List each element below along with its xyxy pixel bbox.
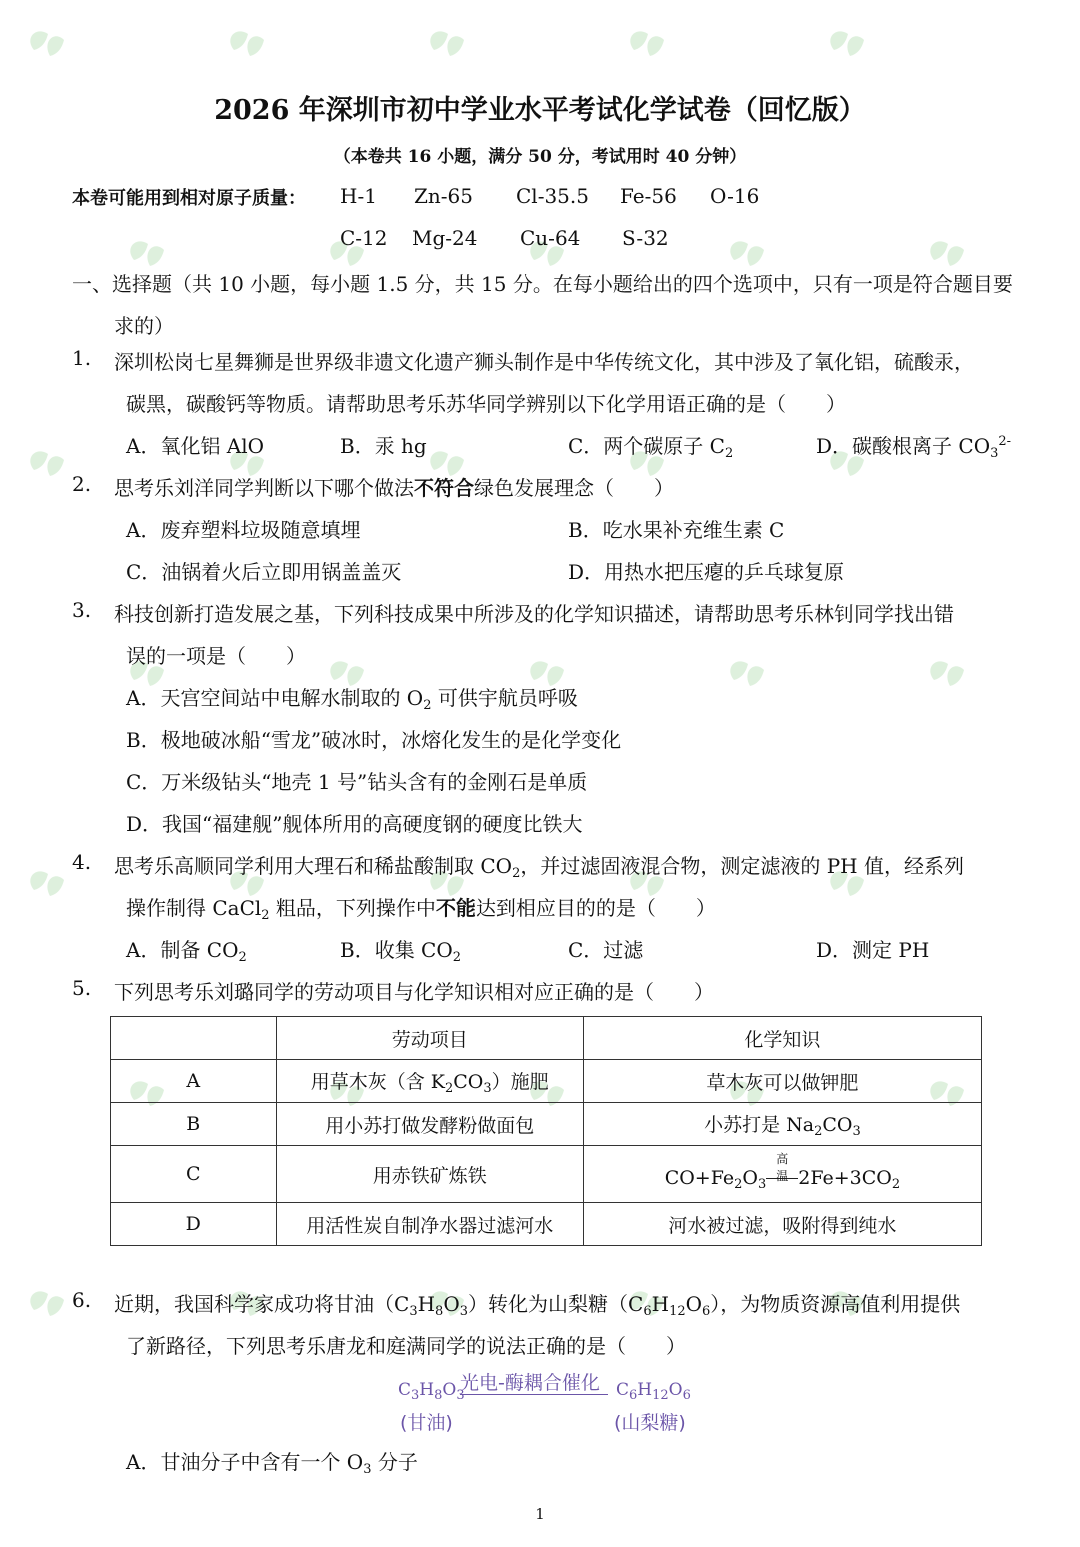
atomic-mass-c: C-12 bbox=[340, 226, 388, 250]
q3-option-b: B．极地破冰船“雪龙”破冰时，冰熔化发生的是化学变化 bbox=[126, 728, 622, 752]
leaf-watermark-icon bbox=[20, 20, 90, 90]
labor-project: 用赤铁矿炼铁 bbox=[276, 1146, 583, 1203]
q3-stem-line2: 误的一项是（ ） bbox=[126, 644, 306, 668]
atomic-mass-h: H-1 bbox=[340, 184, 377, 208]
product-name: (山梨糖) bbox=[614, 1412, 686, 1434]
leaf-watermark-icon bbox=[620, 20, 690, 90]
q4-number: 4. bbox=[72, 850, 92, 874]
table-row bbox=[111, 1103, 982, 1146]
atomic-mass-o: O-16 bbox=[710, 184, 760, 208]
row-label: A bbox=[111, 1060, 277, 1103]
q5-stem: 下列思考乐刘璐同学的劳动项目与化学知识相对应正确的是（ ） bbox=[114, 980, 714, 1004]
q2-option-a: A．废弃塑料垃圾随意填埋 bbox=[126, 518, 361, 542]
q2-option-d: D．用热水把压瘪的乒乓球复原 bbox=[568, 560, 845, 584]
q6-stem-line1: 近期，我国科学家成功将甘油$(C_3H_8O_3)$转化为山梨糖$(C_6H_{12}O_6)$，为物质资源高值利用提供 bbox=[114, 1292, 961, 1319]
leaf-watermark-icon bbox=[920, 650, 990, 720]
q3-option-a: A．天宫空间站中电解水制取的 $O_2$ 可供宇航员呼吸 bbox=[126, 686, 578, 713]
reaction-arrow bbox=[460, 1394, 608, 1395]
q4-option-c: C．过滤 bbox=[568, 938, 644, 962]
atomic-mass-mg: Mg-24 bbox=[412, 226, 478, 250]
q1-option-d: D．碳酸根离子 $CO_3^{2-}$ bbox=[816, 434, 1012, 461]
section1-heading-line1: 一、选择题（共 10 小题，每小题 1.5 分，共 15 分。在每小题给出的四个选项中，只有一项是符合题目要 bbox=[72, 272, 1013, 296]
q4-stem-line2: 操作制得 CaCl$_2$ 粗品，下列操作中不能达到相应目的的是（ ） bbox=[126, 896, 716, 923]
atomic-mass-zn: Zn-65 bbox=[414, 184, 473, 208]
q2-stem: 思考乐刘洋同学判断以下哪个做法不符合绿色发展理念（ ） bbox=[114, 476, 674, 500]
reactant-formula: $C_3H_8O_3$ bbox=[398, 1380, 465, 1403]
atomic-mass-label: 本卷可能用到相对原子质量： bbox=[72, 188, 306, 209]
product-formula: $C_6H_{12}O_6$ bbox=[616, 1380, 691, 1403]
q3-stem-line1: 科技创新打造发展之基，下列科技成果中所涉及的化学知识描述，请帮助思考乐林钊同学找出错 bbox=[114, 602, 954, 626]
labor-project: 用草木灰（含 $K_2CO_3$）施肥 bbox=[276, 1060, 583, 1103]
labor-project: 用活性炭自制净水器过滤河水 bbox=[276, 1203, 583, 1246]
q6-number: 6. bbox=[72, 1288, 92, 1312]
section1-heading-line2: 求的） bbox=[114, 314, 174, 338]
leaf-watermark-icon bbox=[220, 20, 290, 90]
reaction-diagram bbox=[398, 1368, 708, 1438]
table-header-cell: 化学知识 bbox=[583, 1017, 981, 1060]
atomic-mass-fe: Fe-56 bbox=[620, 184, 677, 208]
q1-number: 1. bbox=[72, 346, 92, 370]
q1-stem-line1: 深圳松岗七星舞狮是世界级非遗文化遗产狮头制作是中华传统文化，其中涉及了氧化铝，硫酸汞， bbox=[114, 350, 974, 374]
table-row bbox=[111, 1146, 982, 1203]
q4-option-a: A．制备 $CO_2$ bbox=[126, 938, 247, 965]
reaction-condition: 高温 bbox=[766, 1167, 798, 1189]
q2-option-c: C．油锅着火后立即用锅盖盖灭 bbox=[126, 560, 402, 584]
page-subtitle: （本卷共 16 小题，满分 50 分，考试用时 40 分钟） bbox=[333, 147, 747, 167]
q3-number: 3. bbox=[72, 598, 92, 622]
q1-stem-line2: 碳黑，碳酸钙等物质。请帮助思考乐苏华同学辨别以下化学用语正确的是（ ） bbox=[126, 392, 846, 416]
q5-table bbox=[110, 1016, 982, 1246]
q2-option-b: B．吃水果补充维生素 C bbox=[568, 518, 785, 542]
leaf-watermark-icon bbox=[720, 650, 790, 720]
atomic-mass-s: S-32 bbox=[622, 226, 669, 250]
chemical-equation: $CO+Fe_2O_3$ 高温 $2Fe+3CO_2$ bbox=[583, 1146, 981, 1203]
leaf-watermark-icon bbox=[420, 20, 490, 90]
reactant-name: (甘油) bbox=[400, 1412, 453, 1434]
q2-number: 2. bbox=[72, 472, 92, 496]
page-number: 1 bbox=[535, 1505, 545, 1523]
labor-project: 用小苏打做发酵粉做面包 bbox=[276, 1103, 583, 1146]
page-title: 2026 年深圳市初中学业水平考试化学试卷（回忆版） bbox=[214, 95, 866, 126]
q4-stem-line1: 思考乐高顺同学利用大理石和稀盐酸制取 $CO_2$，并过滤固液混合物，测定滤液的 PH 值，经系列 bbox=[114, 854, 964, 881]
q4-option-d: D．测定 PH bbox=[816, 938, 930, 962]
chemistry-knowledge: 小苏打是 $Na_2CO_3$ bbox=[583, 1103, 981, 1146]
q6-stem-line2: 了新路径，下列思考乐唐龙和庭满同学的说法正确的是（ ） bbox=[126, 1334, 686, 1358]
atomic-mass-cl: Cl-35.5 bbox=[516, 184, 589, 208]
atomic-mass-cu: Cu-64 bbox=[520, 226, 581, 250]
q1-option-b: B．汞 hg bbox=[340, 434, 427, 458]
q1-option-a: A．氧化铝 AlO bbox=[126, 434, 265, 458]
q6-option-a: A．甘油分子中含有一个 $O_3$ 分子 bbox=[126, 1450, 418, 1477]
chemistry-knowledge: 河水被过滤，吸附得到纯水 bbox=[583, 1203, 981, 1246]
chemistry-knowledge: 草木灰可以做钾肥 bbox=[583, 1060, 981, 1103]
row-label: B bbox=[111, 1103, 277, 1146]
q4-option-b: B．收集 $CO_2$ bbox=[340, 938, 462, 965]
table-header-row bbox=[111, 1017, 982, 1060]
q3-option-c: C．万米级钻头“地壳 1 号”钻头含有的金刚石是单质 bbox=[126, 770, 588, 794]
row-label: C bbox=[111, 1146, 277, 1203]
row-label: D bbox=[111, 1203, 277, 1246]
q3-option-d: D．我国“福建舰”舰体所用的高硬度钢的硬度比铁大 bbox=[126, 812, 583, 836]
table-row bbox=[111, 1060, 982, 1103]
table-header-cell bbox=[111, 1017, 277, 1060]
leaf-watermark-icon bbox=[820, 20, 890, 90]
catalyst-label: 光电-酶耦合催化 bbox=[460, 1372, 600, 1394]
q5-number: 5. bbox=[72, 976, 92, 1000]
q1-option-c: C．两个碳原子 $C_2$ bbox=[568, 434, 734, 461]
table-header-cell: 劳动项目 bbox=[276, 1017, 583, 1060]
table-row bbox=[111, 1203, 982, 1246]
